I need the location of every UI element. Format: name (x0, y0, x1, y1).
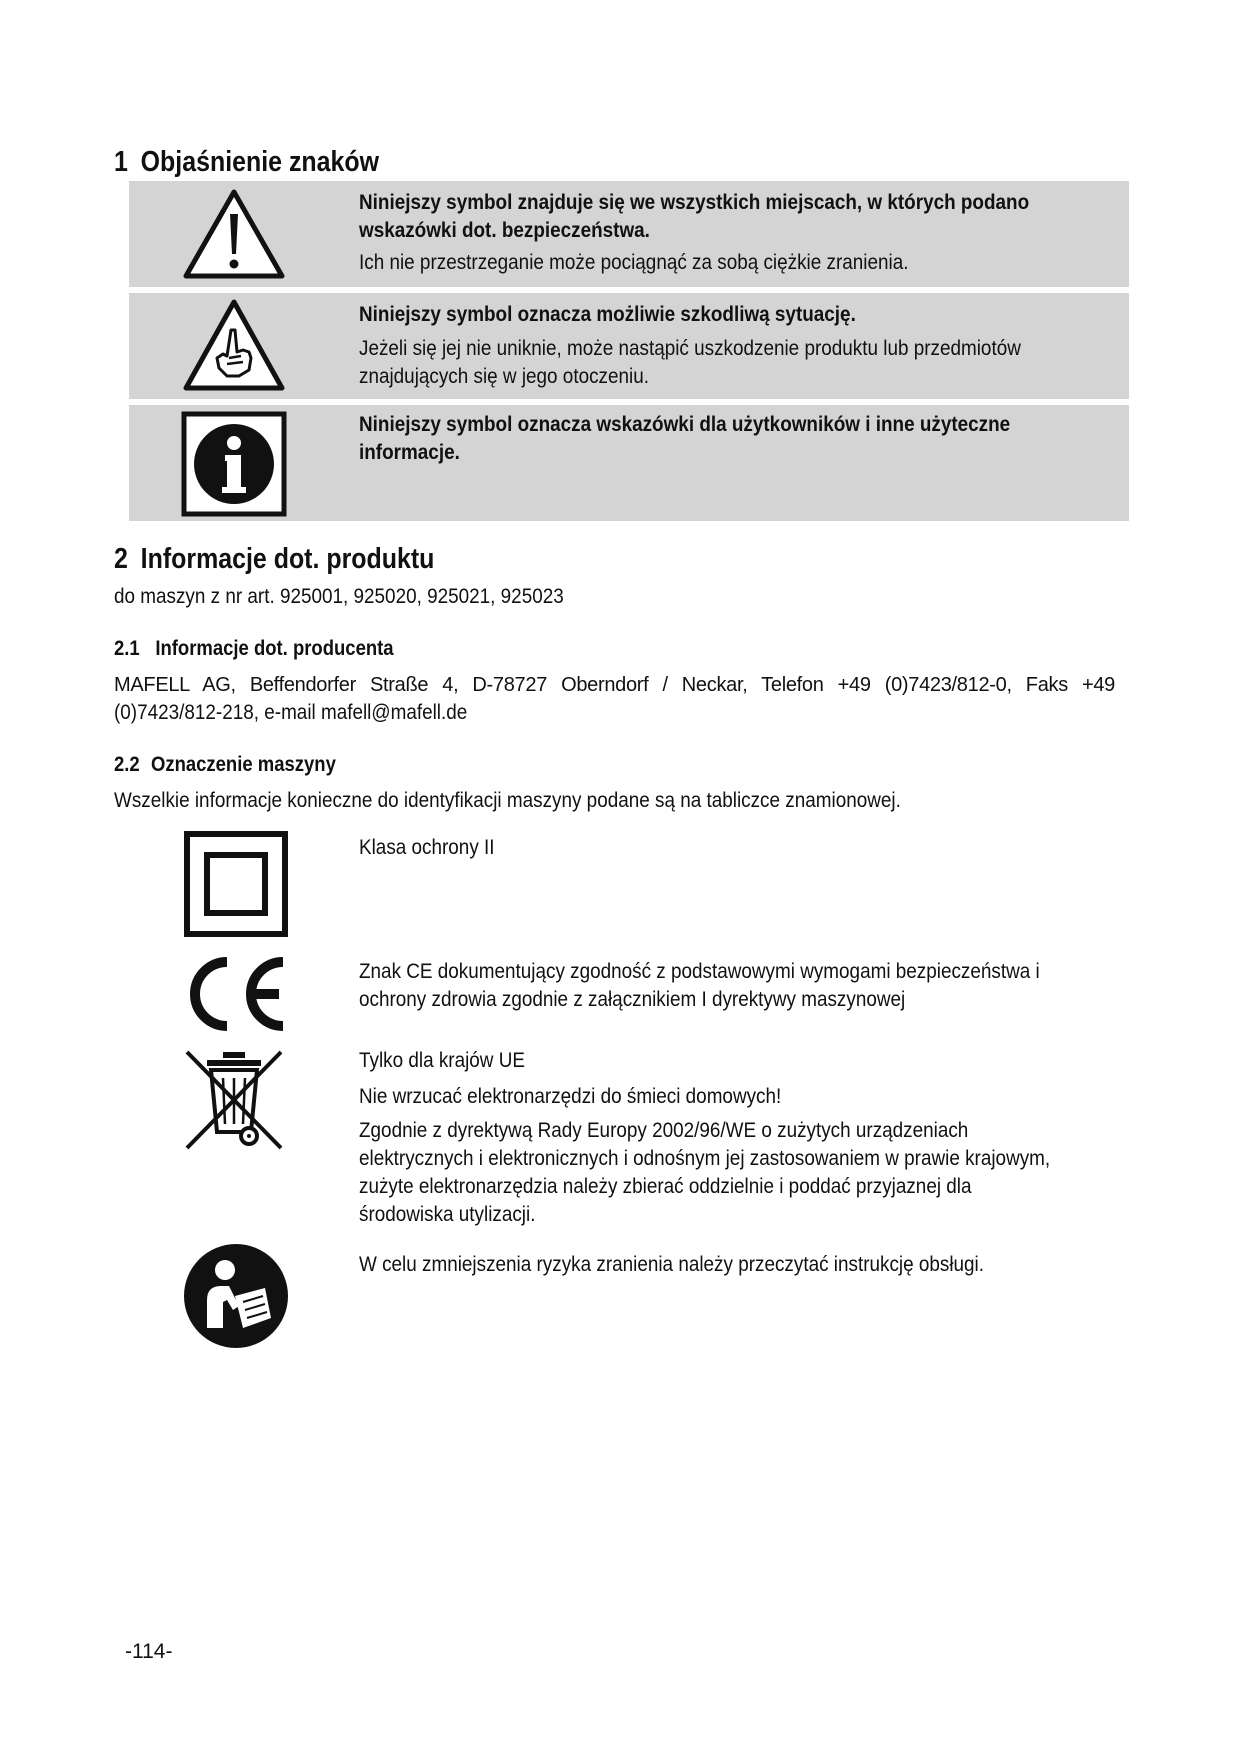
info-icon (181, 411, 287, 517)
section-1-heading (114, 146, 379, 179)
symbol-description (359, 834, 495, 862)
symbol-description (359, 1047, 1050, 1229)
subsection-2-1-heading (114, 637, 394, 661)
product-intro: do maszyn z nr art. 925001, 925020, 925021, 925023 (114, 585, 564, 608)
section-title: Informacje dot. produktu (140, 543, 435, 575)
panel-bold-line: Niniejszy symbol oznacza wskazówki dla użytkowników i inne użyteczne (359, 413, 1011, 436)
section-2-heading (114, 543, 434, 576)
manufacturer-contact-line: (0)7423/812-218, e-mail mafell@mafell.de (114, 701, 468, 724)
symbol-text-line: Klasa ochrony II (359, 836, 495, 859)
panel-bold-line: Niniejszy symbol znajduje się we wszystkich miejscach, w których podano (359, 191, 1030, 214)
symbol-panel-caution (129, 293, 1129, 399)
symbol-text-line: Nie wrzucać elektronarzędzi do śmieci domowych! (359, 1085, 782, 1108)
panel-bold-line: Niniejszy symbol oznacza możliwie szkodliwą sytuację. (359, 303, 856, 326)
symbol-text-line: Tylko dla krajów UE (359, 1049, 525, 1072)
symbol-description (359, 1251, 984, 1279)
section-number: 1 (114, 146, 128, 178)
symbol-text-line: środowiska utylizacji. (359, 1203, 536, 1226)
panel-text-line: Jeżeli się jej nie uniknie, może nastąpić uszkodzenie produktu lub przedmiotów (359, 337, 1021, 360)
symbol-text-line: zużyte elektronarzędzia należy zbierać oddzielnie i poddać przyjaznej dla (359, 1175, 972, 1198)
page-number: -114- (125, 1640, 173, 1663)
subsection-number: 2.2 (114, 753, 140, 776)
panel-bold-line: informacje. (359, 441, 460, 464)
protection-class-ii-icon (183, 830, 289, 943)
symbol-description (359, 958, 1040, 1014)
section-title: Objaśnienie znaków (140, 146, 380, 178)
subsection-title: Informacje dot. producenta (155, 637, 394, 660)
symbol-text-line: elektrycznych i elektronicznych i odnośnym jej zastosowaniem w prawie krajowym, (359, 1147, 1051, 1170)
symbol-text-line: Znak CE dokumentujący zgodność z podstawowymi wymogami bezpieczeństwa i (359, 960, 1040, 983)
ce-mark-icon (183, 954, 289, 1039)
manufacturer-address-line: MAFELL AG, Beffendorfer Straße 4, D-78727 Oberndorf / Neckar, Telefon +49 (0)7423/812-0, Faks +49 (114, 674, 1115, 696)
read-manual-icon (183, 1242, 289, 1355)
hand-caution-icon (181, 296, 287, 394)
warning-triangle-icon (181, 186, 287, 282)
panel-text-line: Ich nie przestrzeganie może pociągnąć za sobą ciężkie zranienia. (359, 251, 909, 274)
symbol-text-line: Zgodnie z dyrektywą Rady Europy 2002/96/WE o zużytych urządzeniach (359, 1119, 969, 1142)
subsection-number: 2.1 (114, 637, 140, 660)
symbol-text-line: W celu zmniejszenia ryzyka zranienia należy przeczytać instrukcję obsługi. (359, 1253, 985, 1276)
weee-crossed-bin-icon (183, 1048, 285, 1157)
symbol-panel-info (129, 405, 1129, 521)
symbol-panel-warning (129, 181, 1129, 287)
symbol-text-line: ochrony zdrowia zgodnie z załącznikiem I dyrektywy maszynowej (359, 988, 906, 1011)
subsection-title: Oznaczenie maszyny (150, 753, 336, 776)
panel-text-line: znajdujących się w jego otoczeniu. (359, 365, 649, 388)
machine-marking-intro: Wszelkie informacje konieczne do identyfikacji maszyny podane są na tabliczce znamionowej. (114, 789, 901, 812)
panel-bold-line: wskazówki dot. bezpieczeństwa. (359, 219, 650, 242)
subsection-2-2-heading (114, 753, 336, 777)
section-number: 2 (114, 543, 128, 575)
